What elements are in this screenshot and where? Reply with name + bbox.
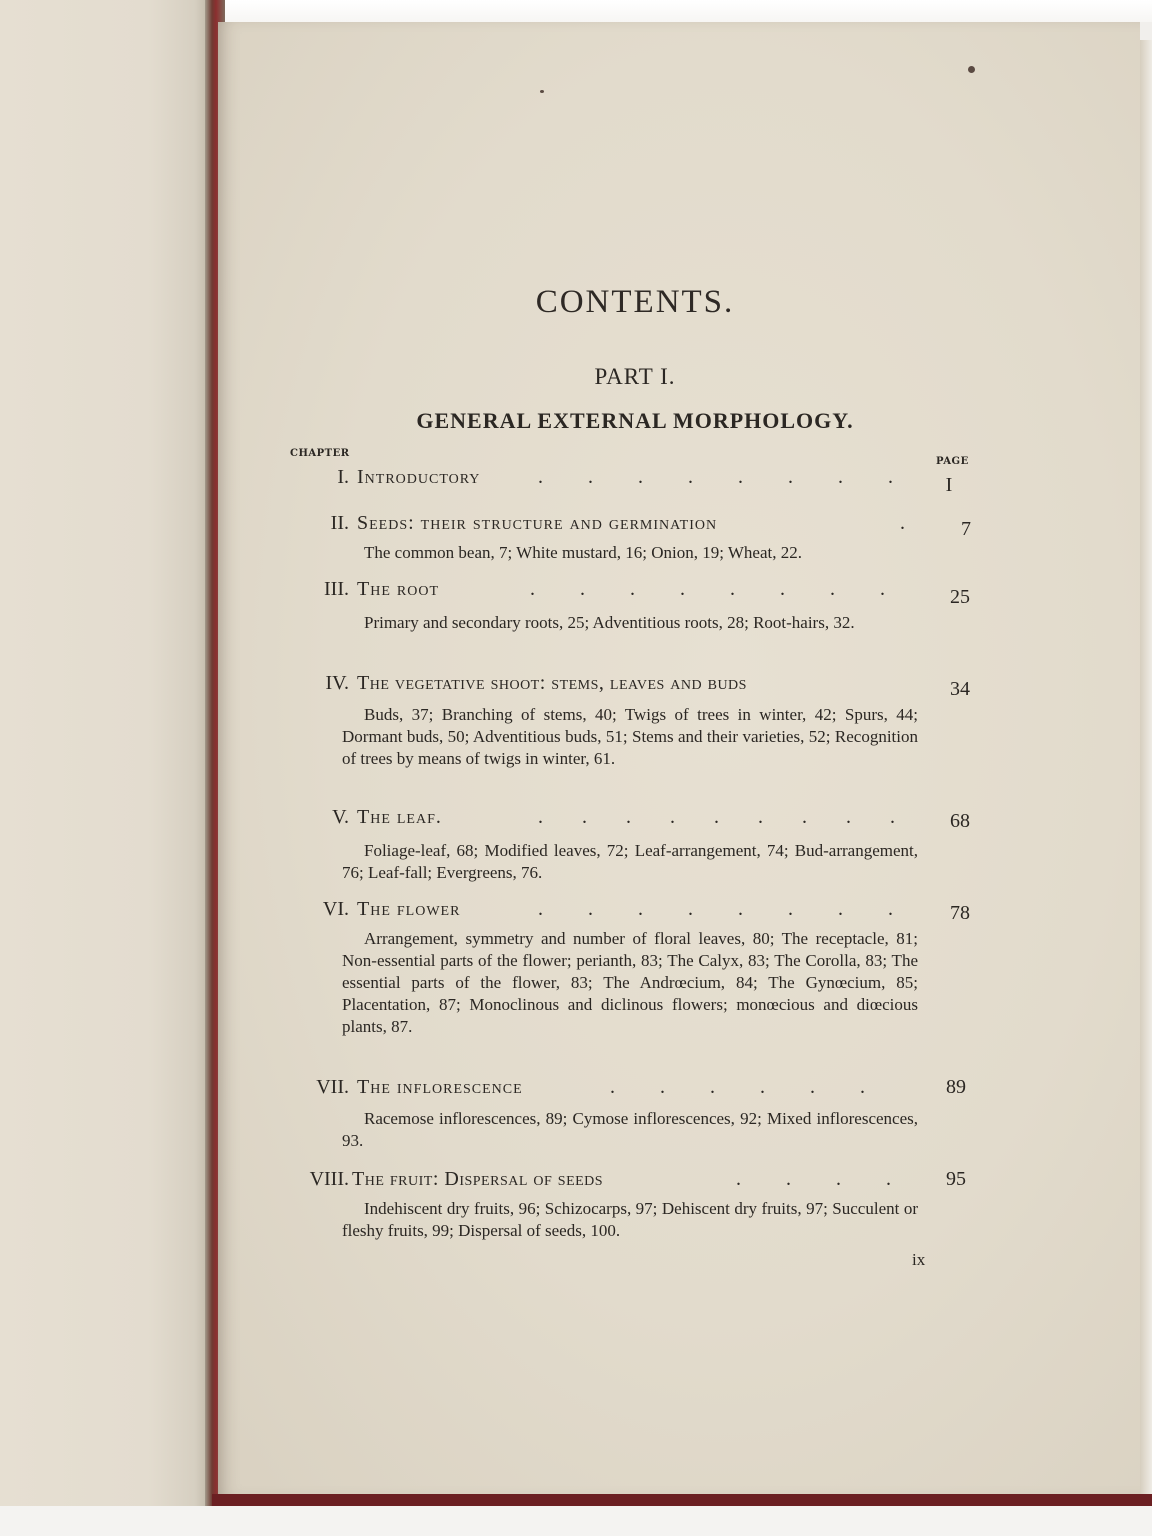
page-number: 34	[950, 678, 970, 700]
chapter-title: Seeds: their structure and germination	[357, 512, 718, 534]
part-heading: PART I.	[594, 364, 676, 389]
chapter-number: IV.	[325, 672, 349, 694]
chapter-title: The inflorescence	[357, 1076, 523, 1098]
chapter-title: The root	[357, 578, 439, 600]
chapter-summary: Primary and secondary roots, 25; Adventitious roots, 28; Root-hairs, 32.	[364, 613, 855, 632]
page-number: 68	[950, 810, 970, 832]
page-number: 7	[961, 518, 971, 540]
chapter-summary: Arrangement, symmetry and number of floral leaves, 80; The receptacle, 81; Non-essential parts of the flower; perianth, 83; The Calyx, 83; The Corolla, 83; The essential parts of the flower, 83; The Andrœcium, 84; The Gynœcium, 85; Placentation, 87; Monoclinous and diclinous flowers; monœcious and diœcious plants, 87.	[342, 929, 918, 1036]
chapter-summary: Foliage-leaf, 68; Modified leaves, 72; Leaf-arrangement, 74; Bud-arrangement, 76; Leaf-fall; Evergreens, 76.	[342, 841, 918, 882]
left-page	[0, 0, 212, 1536]
chapter-summary: Indehiscent dry fruits, 96; Schizocarps, 97; Dehiscent dry fruits, 97; Succulent or fleshy fruits, 99; Dispersal of seeds, 100.	[342, 1199, 918, 1240]
contents-heading: CONTENTS.	[535, 284, 735, 320]
chapter-summary: Buds, 37; Branching of stems, 40; Twigs of trees in winter, 42; Spurs, 44; Dormant buds, 50; Adventitious buds, 51; Stems and their varieties, 52; Recognition of trees by means of twigs in winter, 61.	[342, 705, 918, 768]
leader-dots: . . . . . .	[610, 1076, 865, 1098]
chapter-number: VIII.	[309, 1168, 349, 1190]
page-number: I	[945, 474, 953, 496]
folio-page-number: ix	[912, 1250, 926, 1269]
chapter-title: The fruit: Dispersal of seeds	[352, 1168, 604, 1190]
chapter-number: VII.	[316, 1076, 349, 1098]
chapter-title: Introductory	[357, 466, 481, 488]
page-number: 95	[946, 1168, 966, 1190]
book-cover-edge	[212, 1494, 1152, 1506]
chapter-number: VI.	[322, 898, 349, 920]
chapter-number: I.	[337, 466, 349, 488]
background-surface	[0, 1506, 1152, 1536]
chapter-number: II.	[330, 512, 349, 534]
chapter-summary: Racemose inflorescences, 89; Cymose inflorescences, 92; Mixed inflorescences, 93.	[342, 1109, 918, 1150]
chapter-number: III.	[324, 578, 349, 600]
leader-dots: . . . . . . . .	[530, 578, 885, 600]
book-top-edge	[200, 0, 1152, 22]
page-column-header: PAGE	[936, 456, 969, 467]
leader-dots: . . . . . . . . .	[538, 806, 895, 828]
foxing-spot	[540, 90, 544, 93]
foxing-spot	[968, 66, 975, 73]
chapter-title: The vegetative shoot: stems, leaves and buds	[357, 672, 747, 694]
page-number: 89	[946, 1076, 966, 1098]
part-title: GENERAL EXTERNAL MORPHOLOGY.	[416, 408, 854, 433]
chapter-title: The flower	[357, 898, 461, 920]
chapter-summary: The common bean, 7; White mustard, 16; Onion, 19; Wheat, 22.	[364, 543, 802, 562]
leader-dots: . . . . . . . .	[538, 898, 893, 920]
leader-dots: .	[900, 512, 905, 534]
page-edge	[1138, 40, 1152, 1500]
page-number: 78	[950, 902, 970, 924]
chapter-column-header: CHAPTER	[290, 448, 350, 459]
chapter-title: The leaf.	[357, 806, 442, 828]
chapter-number: V.	[332, 806, 349, 828]
page-number: 25	[950, 586, 970, 608]
leader-dots: . . . .	[736, 1168, 891, 1190]
leader-dots: . . . . . . . .	[538, 466, 893, 488]
